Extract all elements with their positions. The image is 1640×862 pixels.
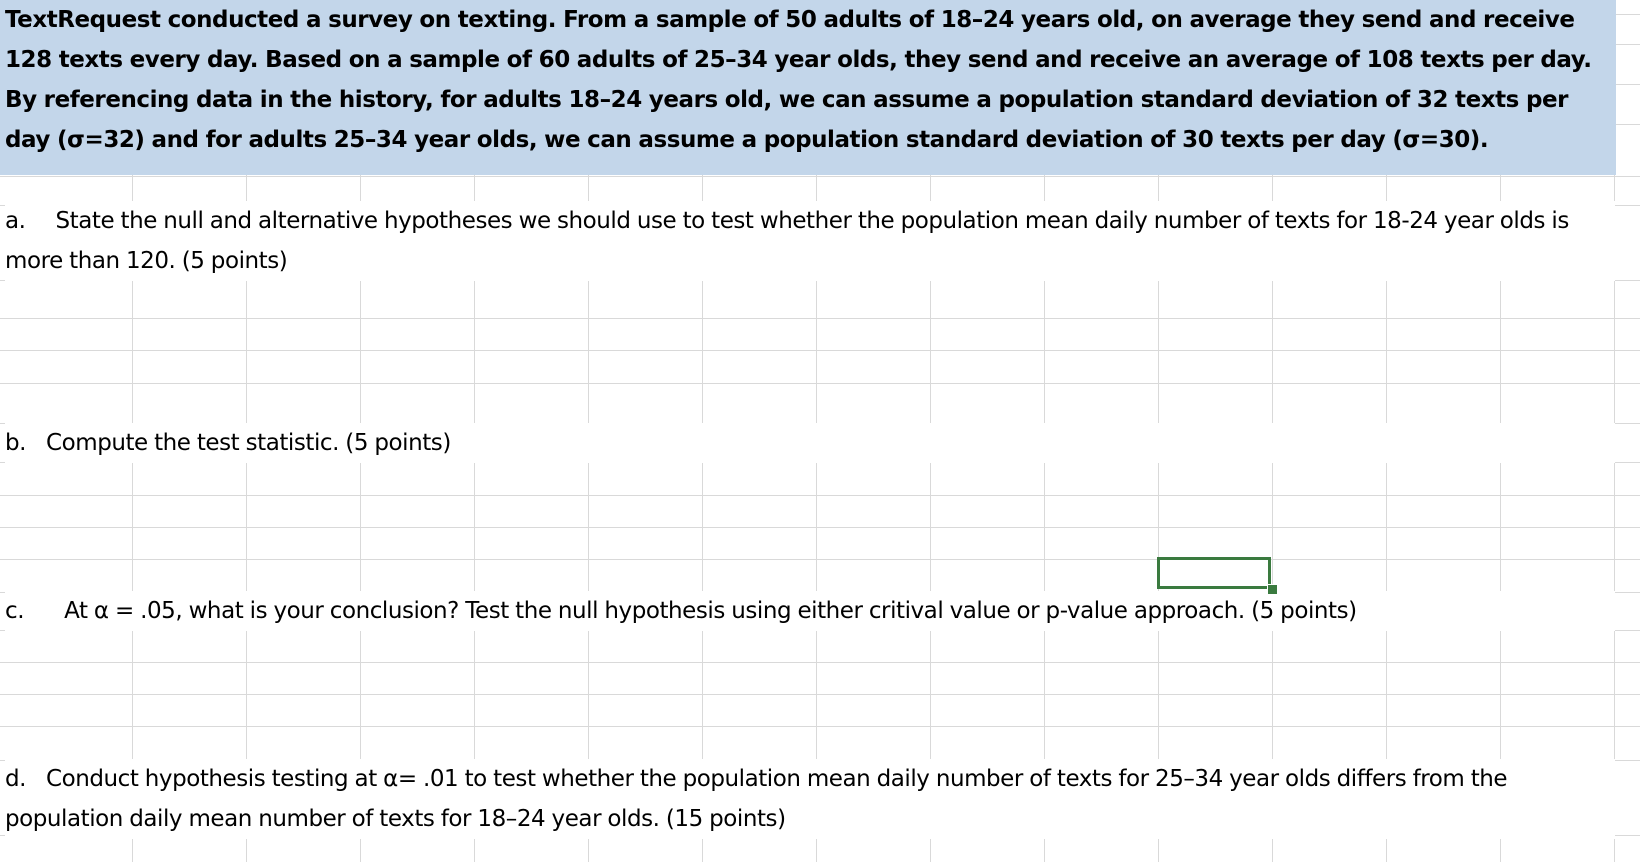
question-a-text: State the null and alternative hypotheses we should use to test whether the population mean daily number of texts for 18-24 year olds is more than 120. (5 points) <box>5 208 1569 274</box>
row-gridline <box>0 559 1640 560</box>
question-b-cell[interactable] <box>5 423 1615 463</box>
row-gridline <box>0 176 1640 177</box>
question-d-text: Conduct hypothesis testing at α= .01 to test whether the population mean daily number of texts for 25–34 year olds differs from the population daily mean number of texts for 18–24 year olds. (15 points) <box>5 766 1508 832</box>
row-gridline <box>0 495 1640 496</box>
question-b-letter: b. <box>5 430 27 456</box>
question-d-letter: d. <box>5 766 27 792</box>
fill-handle[interactable] <box>1267 584 1278 595</box>
row-gridline <box>0 726 1640 727</box>
row-gridline <box>0 527 1640 528</box>
question-b-text: Compute the test statistic. (5 points) <box>46 430 451 456</box>
intro-text: TextRequest conducted a survey on texting. From a sample of 50 adults of 18–24 years old, on average they send and receive 128 texts every day. Based on a sample of 60 adults of 25–34 year olds, they send and receive an average of 108 texts per day. By referencing data in the history, for adults 18–24 years old, we can assume a population standard deviation of 32 texts per day (σ=32) and for adults 25–34 year olds, we can assume a population standard deviation of 30 texts per day (σ=30). <box>5 7 1592 153</box>
row-gridline <box>0 694 1640 695</box>
question-a-cell[interactable] <box>5 201 1615 281</box>
active-cell-selection[interactable] <box>1157 557 1271 589</box>
question-a-letter: a. <box>5 208 26 234</box>
question-c-letter: c. <box>5 598 25 624</box>
question-c-text: At α = .05, what is your conclusion? Test the null hypothesis using either critival value or p-value approach. (5 points) <box>64 598 1357 624</box>
question-d-cell[interactable] <box>5 759 1615 839</box>
question-c-cell[interactable] <box>5 591 1615 631</box>
row-gridline <box>0 383 1640 384</box>
row-gridline <box>0 662 1640 663</box>
intro-merged-cell[interactable] <box>0 0 1616 175</box>
row-gridline <box>0 350 1640 351</box>
row-gridline <box>0 318 1640 319</box>
